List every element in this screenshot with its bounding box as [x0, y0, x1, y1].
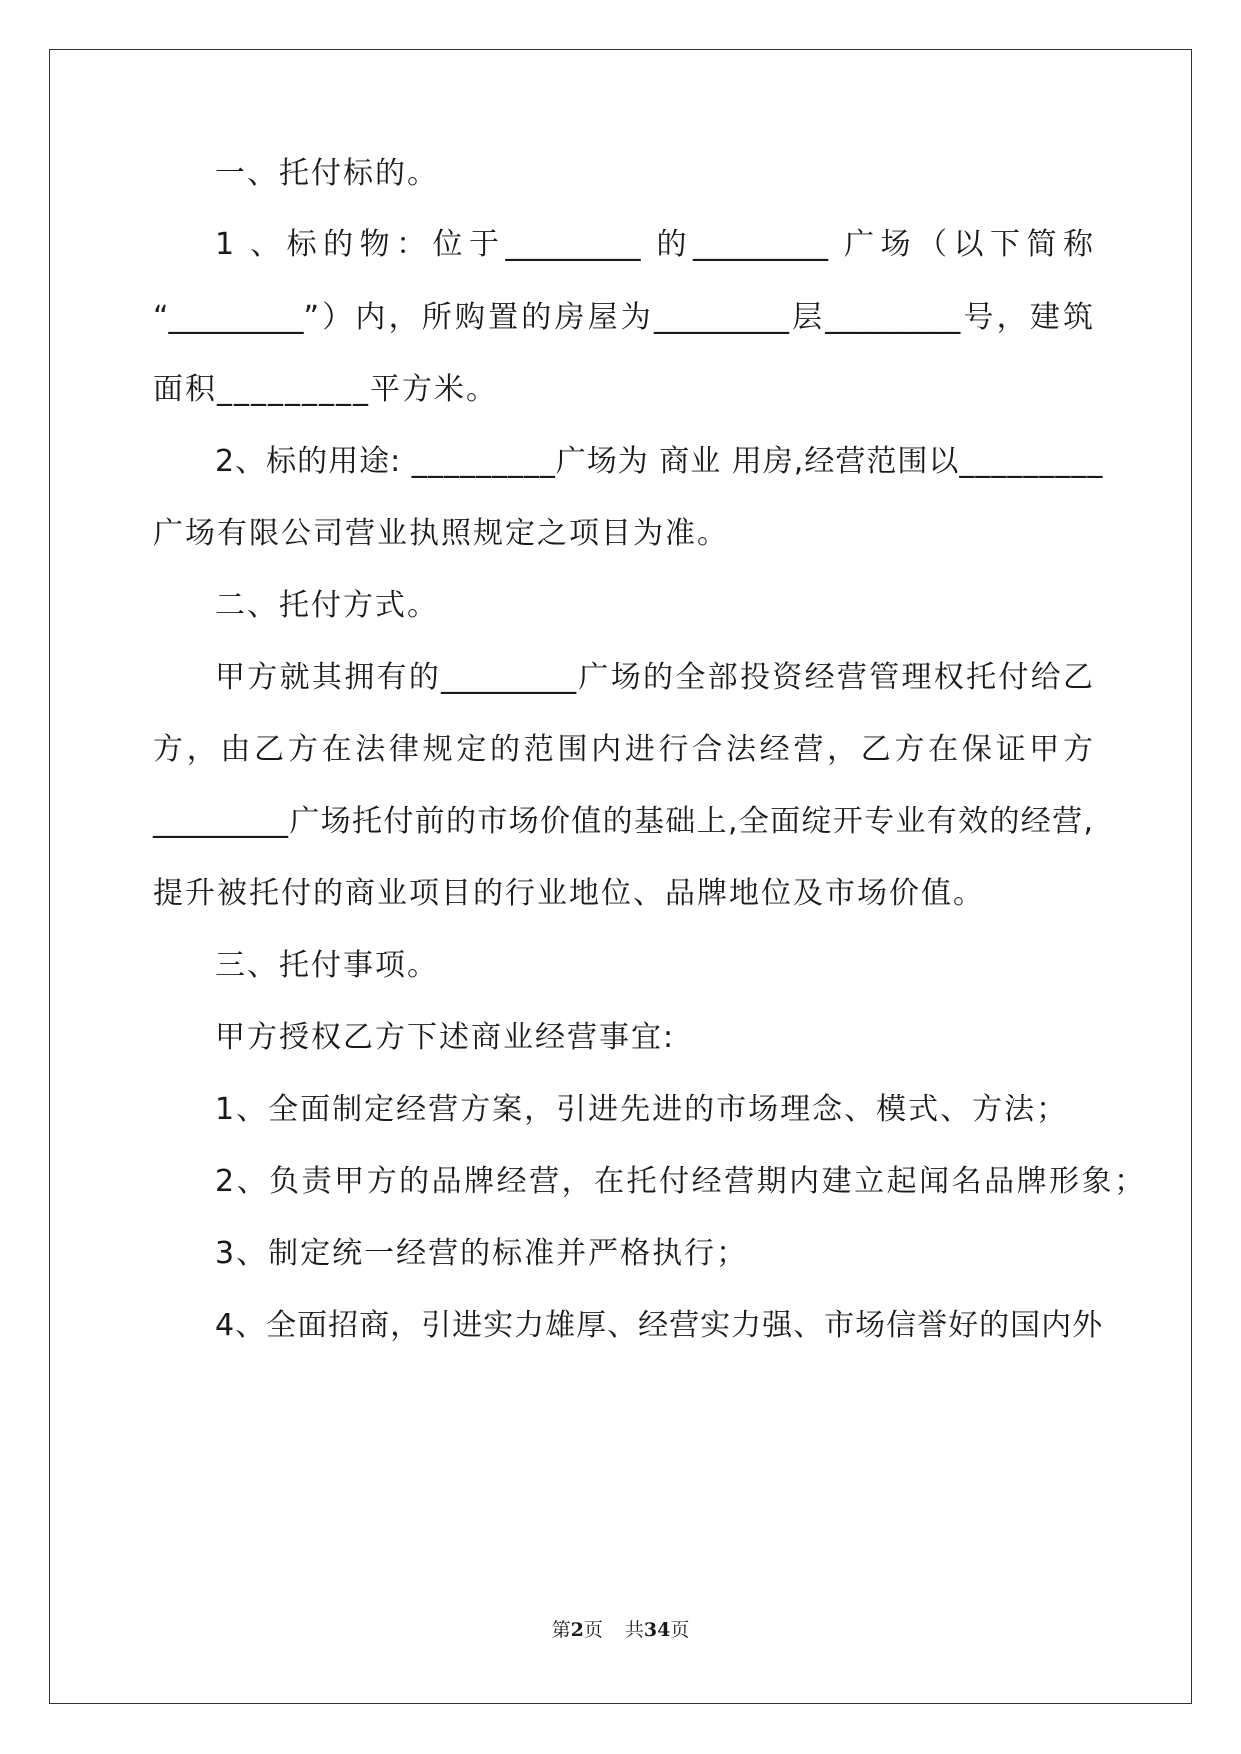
paragraph-line: 提升被托付的商业项目的行业地位、品牌地位及市场价值。	[153, 876, 985, 911]
page-suffix: 页	[583, 1619, 603, 1641]
section-heading-3: 三、托付事项。	[215, 948, 439, 983]
paragraph-line: 1 、标的物：位于_________ 的_________ 广场（以下简称	[215, 227, 1093, 262]
section-heading-2: 二、托付方式。	[215, 588, 439, 623]
total-suffix: 页	[670, 1619, 690, 1641]
paragraph-line: 甲方授权乙方下述商业经营事宜:	[215, 1020, 676, 1055]
page-prefix: 第	[551, 1619, 571, 1641]
paragraph-line: 广场有限公司营业执照规定之项目为准。	[153, 516, 729, 551]
paragraph-line: 方，由乙方在法律规定的范围内进行合法经营，乙方在保证甲方	[153, 732, 1093, 767]
total-pages: 34	[643, 1619, 671, 1641]
page-footer	[0, 1618, 1241, 1642]
paragraph-line: 面积_________平方米。	[153, 372, 498, 407]
list-item: 1、全面制定经营方案，引进先进的市场理念、模式、方法；	[215, 1092, 1069, 1127]
list-item: 2、负责甲方的品牌经营，在托付经营期内建立起闻名品牌形象；	[215, 1164, 1147, 1199]
list-item: 3、制定统一经营的标准并严格执行；	[215, 1236, 749, 1271]
paragraph-line: “_________”）内，所购置的房屋为_________层_________号，建筑	[153, 300, 1093, 335]
page-number: 2	[570, 1619, 584, 1641]
paragraph-line: 2、标的用途: _________广场为 商业 用房,经营范围以_________	[215, 444, 1104, 479]
paragraph-line: 甲方就其拥有的_________广场的全部投资经营管理权托付给乙	[215, 660, 1093, 695]
total-prefix: 共	[624, 1619, 644, 1641]
paragraph-line: _________广场托付前的市场价值的基础上,全面绽开专业有效的经营,	[153, 804, 1093, 839]
list-item: 4、全面招商，引进实力雄厚、经营实力强、市场信誉好的国内外	[215, 1308, 1104, 1343]
section-heading-1: 一、托付标的。	[215, 156, 439, 191]
